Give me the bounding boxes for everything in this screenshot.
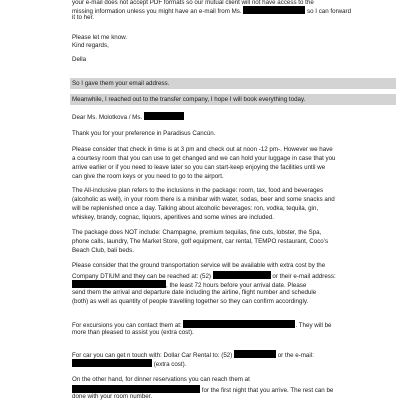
thanks-line: Thank you for your preference in Paradisus Cancún.	[72, 130, 216, 137]
redaction-bar	[243, 6, 305, 14]
notinc-line-1: The package does NOT include: Champagne, premium tequilas, fine cuts, lobster, the Spa,	[72, 229, 322, 236]
notinc-line-2: phone calls, laundry, The Market Store, golf equipment, car rental, TEMPO restaurant, Coco’s	[72, 238, 329, 245]
transport-line-1: Please consider that the ground transportation service will be available with extra cost by the	[72, 262, 326, 269]
highlighted-line-2	[70, 94, 396, 105]
redaction-bar	[183, 320, 295, 328]
text: so I can forward	[307, 8, 352, 15]
redaction-bar	[234, 350, 276, 358]
redaction-bar	[213, 271, 271, 279]
text: Company DTIUM and they can be reached at: (52)	[72, 273, 211, 280]
intro-line-3: it to her.	[72, 14, 95, 21]
car-line-2	[72, 359, 186, 369]
text: or their e-mail address:	[272, 273, 336, 280]
text: For car you can get n touch with: Dollar Car Rental to: (52)	[72, 352, 233, 359]
text: . They will be	[295, 322, 332, 329]
redaction-bar	[72, 280, 166, 288]
signature-della: Della	[72, 56, 87, 63]
text: (extra cost).	[153, 361, 187, 368]
text: missing information unless you might have an e-mail from Ms.	[72, 8, 242, 15]
kind-regards: Kind regards,	[72, 42, 109, 49]
text: So I gave them your email address.	[72, 80, 170, 87]
text: , the least 72 hours before your arrival date. Please	[166, 282, 307, 289]
transport-line-4: send them the arrival and departure date including the airline, flight number and schedule	[72, 289, 317, 296]
transport-line-5: (both) as well as quantity of people travelling together so they can confirm accordingly.	[72, 298, 309, 305]
redaction-bar	[72, 385, 200, 393]
dinner-line-3: done with your room number.	[72, 393, 153, 400]
redaction-bar	[144, 112, 184, 120]
checkin-line-3: arrive earlier or if you need to leave later so you can start-keep enjoying the facilities until we	[72, 164, 326, 171]
allinc-line-1: The All-inclusive plan refers to the inclusions in the package: room, tax, food and beverages	[72, 187, 324, 194]
dinner-line-1: On the other hand, for dinner reservations you can reach them at	[72, 376, 250, 383]
checkin-line-4: can give the room keys or you need to go to the airport.	[72, 173, 224, 180]
highlighted-line-1	[70, 78, 396, 89]
intro-line-2	[72, 6, 351, 16]
text: Meanwhile, I reached out to the transfer company, I hope I will book everything today.	[72, 96, 306, 103]
salutation	[72, 112, 184, 122]
allinc-line-2: (alcoholic as well), in your room there is a minibar with water, sodas, beer and some snacks and	[72, 196, 335, 203]
excursions-line-2: more than pleased to assist you (extra cost).	[72, 329, 194, 336]
notinc-line-3: Beach Club, bali beds.	[72, 247, 134, 254]
allinc-line-4: whiskey, brandy, cognac, liquors, aperitives and some wines are included.	[72, 214, 274, 221]
text: your e-mail does not accept PDF formats so our mutual client will not have access to the	[72, 0, 314, 6]
text: For excursions you can contact them at:	[72, 322, 182, 329]
checkin-line-1: Please consider that check in time is at 3 pm and check out at noon -12 pm-. However we have	[72, 146, 333, 153]
text: or the e-mail:	[277, 352, 314, 359]
text: for the first night that you arrive. The rest can be	[201, 387, 334, 394]
allinc-line-3: will be replenished once a day. Talking about alcoholic beverages: ron, vodka, tequila, gin,	[72, 205, 319, 212]
redaction-bar	[72, 359, 152, 367]
checkin-line-2: a courtesy room that you can use to get changed and we can hold your luggage in case that you	[72, 155, 336, 162]
text: Dear Ms. Molotkova / Ms.	[72, 114, 143, 121]
please-let-know: Please let me know.	[72, 34, 128, 41]
